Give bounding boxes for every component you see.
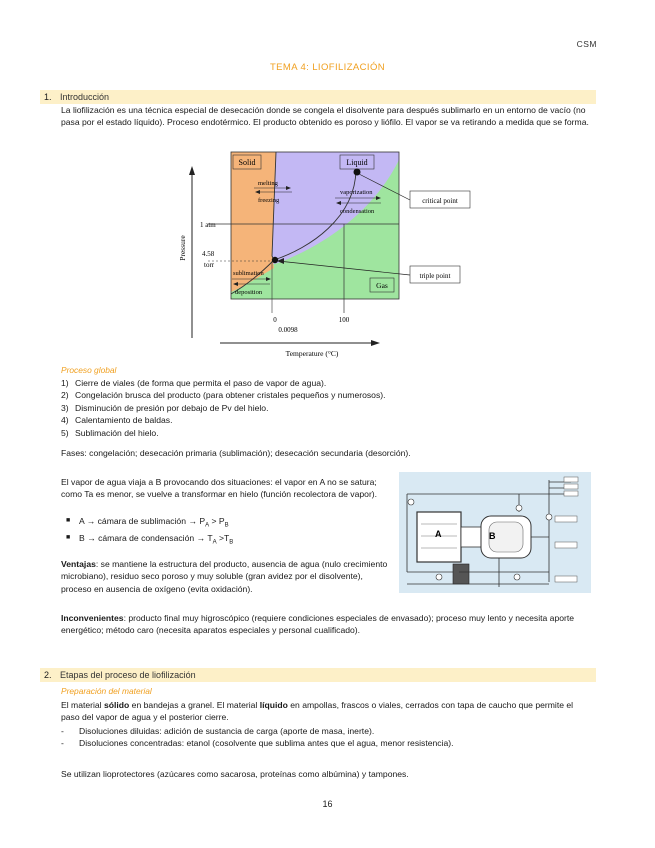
- y-axis-label: Pressure: [178, 235, 187, 261]
- one-atm-label: 1 atm: [200, 221, 216, 229]
- section-1-number: 1.: [44, 92, 52, 102]
- torr-unit-label: torr: [204, 261, 215, 269]
- disadvantages-paragraph: Inconvenientes: producto final muy higroscópico (requiere condiciones especiales de envasado); proceso muy lento y necesita aporte energético; método caro (necesita aparatos especiales y personal cualificado).: [61, 613, 575, 636]
- global-steps-list: [61, 377, 591, 439]
- list-item: - Disoluciones diluidas: adición de sustancia de carga (aporte de masa, inerte).: [61, 726, 375, 736]
- phases-line: Fases: congelación; desecación primaria (sublimación); desecación secundaria (desorción).: [61, 448, 411, 458]
- page-title: TEMA 4: LIOFILIZACIÓN: [269, 62, 386, 73]
- apparatus-diagram: [399, 472, 591, 593]
- x-tick-zero: 0: [273, 316, 277, 324]
- section-2-number: 2.: [44, 670, 52, 680]
- vaporization-label: vaporization: [340, 189, 373, 196]
- author-initials: CSM: [576, 39, 597, 49]
- chamber-a-label: A: [435, 529, 442, 539]
- sublimation-label: sublimation: [233, 270, 264, 277]
- list-item: 5) Sublimación del hielo.: [61, 427, 159, 438]
- section-1-title: Introducción: [60, 92, 110, 102]
- global-process-heading: Proceso global: [61, 365, 117, 375]
- page-number: 16: [322, 799, 333, 809]
- deposition-label: deposition: [235, 289, 263, 296]
- list-item: 1) Cierre de viales (de forma que permita el paso de vapor de agua).: [61, 378, 327, 388]
- triple-point-label: triple point: [419, 272, 451, 280]
- solid-label: Solid: [238, 158, 256, 167]
- intro-paragraph: La liofilización es una técnica especial de desecación donde se congela el disolvente para después sublimarlo en un entorno de vacío (no pasa por el estado líquido). Proceso endotérmico. El producto obtenido es poroso y liófilo. El vapor se va retirando a medida que se forma.: [61, 105, 589, 128]
- closing-paragraph: Se utilizan lioprotectores (azúcares como sacarosa, proteínas como albúmina) y tampones.: [61, 769, 409, 779]
- list-item: 2) Congelación brusca del producto (para obtener cristales pequeños y numerosos).: [61, 390, 386, 401]
- list-item: ■ B → cámara de condensación → $T_A >T_B$: [66, 533, 234, 546]
- material-paragraph: El material sólido en bandejas a granel. El material líquido en ampollas, frascos o viales, cerrados con tapa de caucho que permite el paso del vapor de agua y el posterior cierre.: [61, 700, 574, 723]
- vapor-paragraph: El vapor de agua viaja a B provocando dos situaciones: el vapor en A no se satura; como Ta es menor, se vuelve a transformar en hielo (función recolectora de vapor).: [61, 477, 378, 500]
- chambers-list: [61, 515, 391, 549]
- critical-point-label: critical point: [422, 197, 458, 205]
- solutions-list: [61, 725, 591, 750]
- phase-diagram: [170, 148, 490, 363]
- gas-label: Gas: [376, 281, 388, 290]
- freezing-label: freezing: [258, 197, 280, 204]
- list-item: - Disoluciones concentradas: etanol (cosolvente que sublima antes que el agua, menor resistencia).: [61, 738, 454, 749]
- condensation-label: condensation: [340, 208, 375, 215]
- list-item: ■ A → cámara de sublimación → $P_A > P_B$: [66, 516, 229, 529]
- x-tick-triple: 0.0098: [278, 326, 298, 334]
- chamber-b-label: B: [489, 531, 496, 541]
- list-item: 4) Calentamiento de baldas.: [61, 415, 173, 426]
- torr-value-label: 4.58: [202, 250, 215, 258]
- x-axis-label: Temperature (°C): [285, 349, 339, 358]
- advantages-paragraph: Ventajas: se mantiene la estructura del producto, ausencia de agua (nulo crecimiento microbiano), residuo seco poroso y muy soluble (gran avidez por el disolvente), proceso en ausencia de oxígeno (evita oxidación).: [61, 559, 388, 594]
- x-tick-hundred: 100: [338, 316, 350, 324]
- melting-label: melting: [258, 180, 278, 187]
- section-2-title: Etapas del proceso de liofilización: [60, 670, 196, 680]
- list-item: 3) Disminución de presión por debajo de Pv del hielo.: [61, 402, 269, 413]
- triple-point-marker: [272, 257, 278, 263]
- material-prep-heading: Preparación del material: [61, 686, 152, 696]
- liquid-label: Liquid: [346, 158, 368, 167]
- section-2-header: [40, 668, 596, 682]
- section-1-header: [40, 90, 596, 104]
